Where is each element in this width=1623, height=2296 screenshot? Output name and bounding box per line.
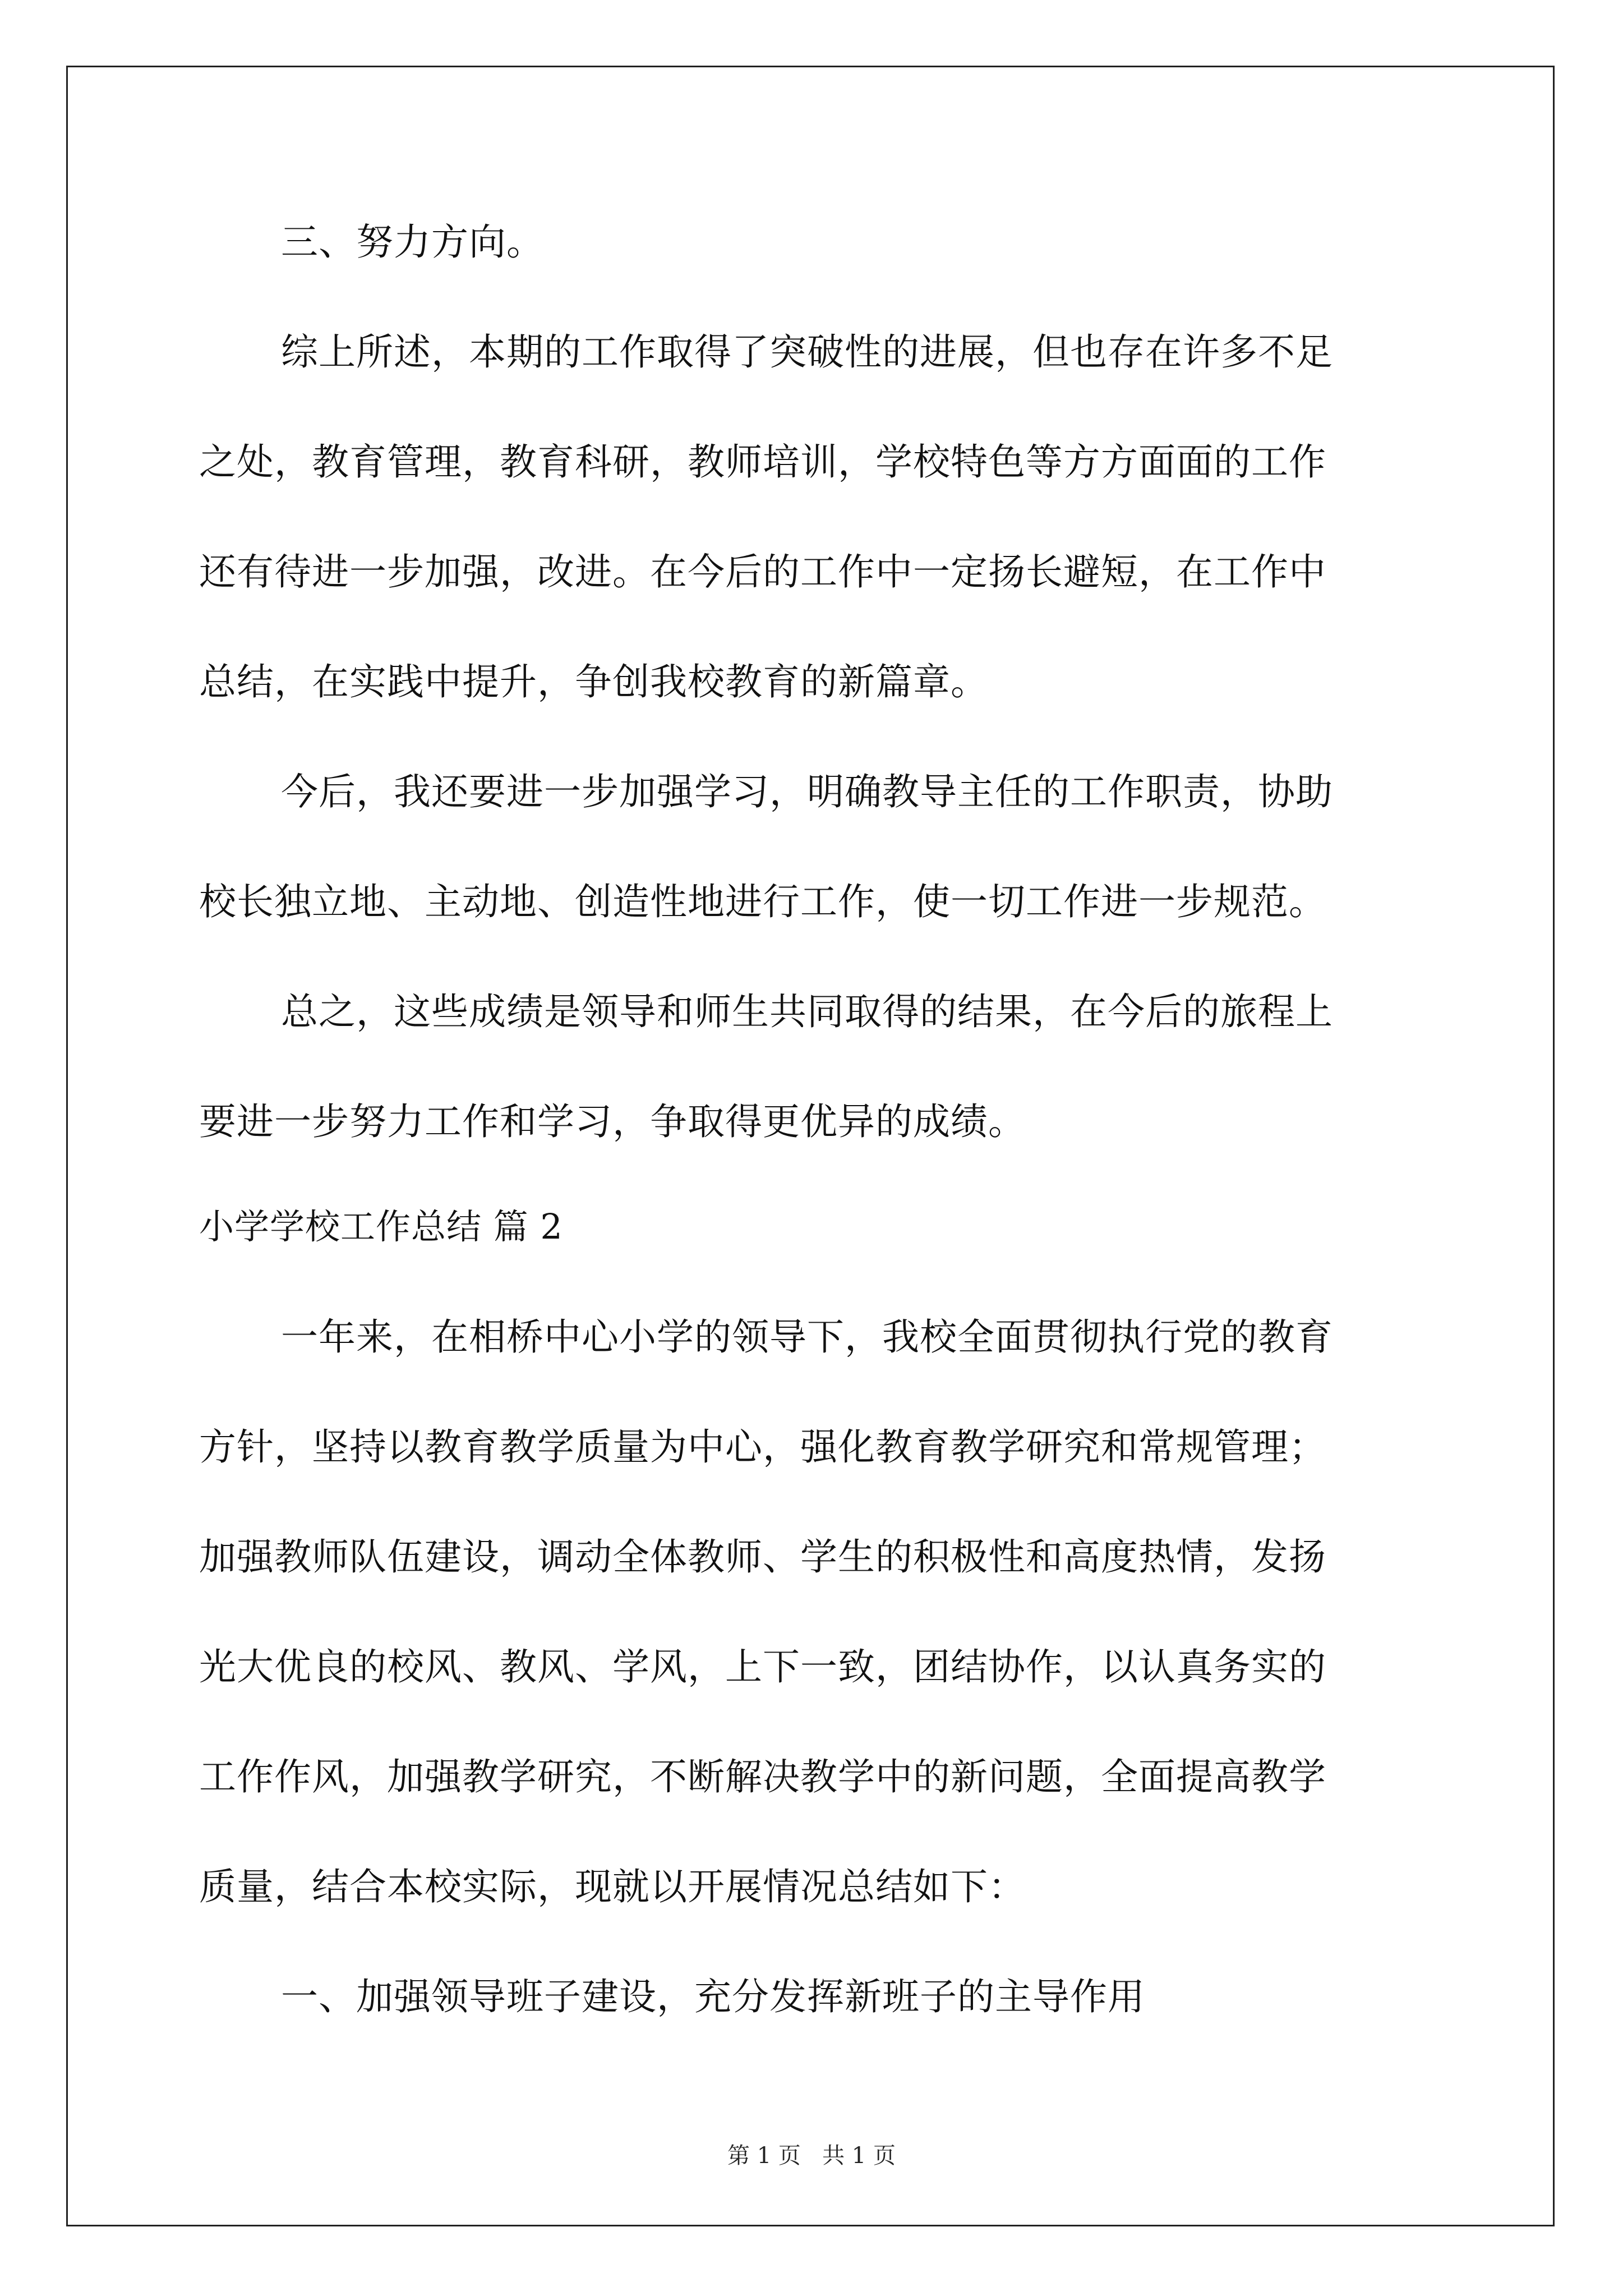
paragraph-line: 总结，在实践中提升，争创我校教育的新篇章。 bbox=[199, 660, 988, 703]
paragraph-line: 要进一步努力工作和学习，争取得更优异的成绩。 bbox=[199, 1100, 1026, 1143]
page-footer: 第 1 页 共 1 页 bbox=[727, 2143, 896, 2169]
paragraph-line: 校长独立地、主动地、创造性地进行工作，使一切工作进一步规范。 bbox=[199, 880, 1326, 923]
paragraph-line: 总之，这些成绩是领导和师生共同取得的结果，在今后的旅程上 bbox=[281, 990, 1333, 1033]
article-heading: 小学学校工作总结 篇 2 bbox=[199, 1206, 563, 1247]
paragraph-line: 今后，我还要进一步加强学习，明确教导主任的工作职责，协助 bbox=[281, 770, 1333, 813]
paragraph-line: 光大优良的校风、教风、学风，上下一致，团结协作，以认真务实的 bbox=[199, 1645, 1326, 1688]
paragraph-line: 工作作风，加强教学研究，不断解决教学中的新问题，全面提高教学 bbox=[199, 1755, 1326, 1798]
paragraph-line: 质量，结合本校实际，现就以开展情况总结如下： bbox=[199, 1865, 1026, 1908]
paragraph-line: 一年来，在相桥中心小学的领导下，我校全面贯彻执行党的教育 bbox=[281, 1315, 1333, 1359]
section-heading: 一、加强领导班子建设，充分发挥新班子的主导作用 bbox=[281, 1975, 1145, 2018]
paragraph-line: 加强教师队伍建设，调动全体教师、学生的积极性和高度热情，发扬 bbox=[199, 1535, 1326, 1579]
section-heading: 三、努力方向。 bbox=[281, 220, 544, 264]
paragraph-line: 还有待进一步加强，改进。在今后的工作中一定扬长避短，在工作中 bbox=[199, 550, 1326, 593]
paragraph-line: 综上所述，本期的工作取得了突破性的进展，但也存在许多不足 bbox=[281, 330, 1333, 374]
paragraph-line: 之处，教育管理，教育科研，教师培训，学校特色等方方面面的工作 bbox=[199, 440, 1326, 484]
paragraph-line: 方针，坚持以教育教学质量为中心，强化教育教学研究和常规管理； bbox=[199, 1425, 1326, 1469]
